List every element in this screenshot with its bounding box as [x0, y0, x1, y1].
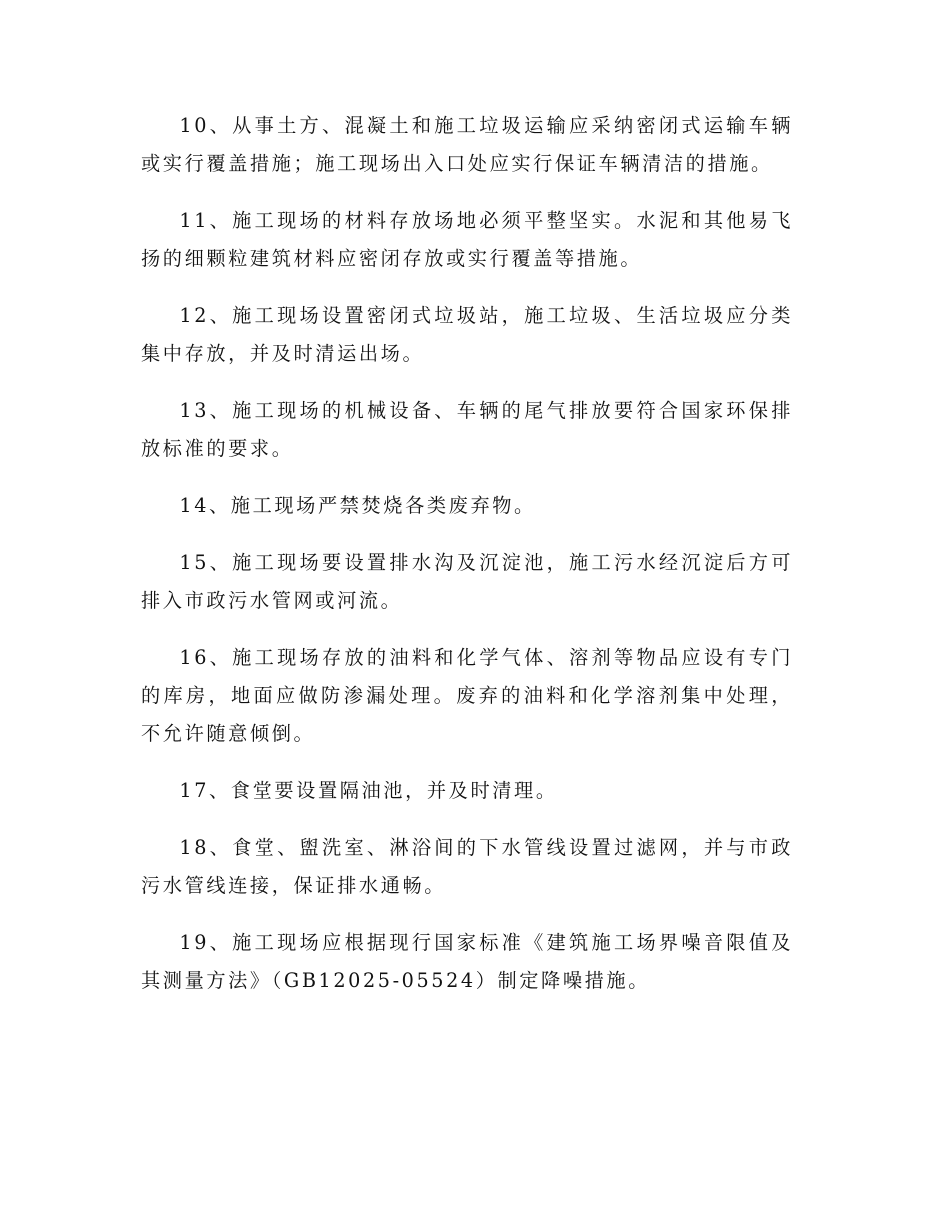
paragraph-17: 17、食堂要设置隔油池，并及时清理。: [179, 779, 558, 802]
paragraph-16: 16、施工现场存放的油料和化学气体、溶剂等物品应设有专门的库房，地面应做防渗漏处理。废弃的油料和化学溶剂集中处理，不允许随意倾倒。: [141, 646, 793, 745]
paragraph-15: 15、施工现场要设置排水沟及沉淀池，施工污水经沉淀后方可排入市政污水管网或河流。: [141, 551, 793, 612]
paragraph-13: 13、施工现场的机械设备、车辆的尾气排放要符合国家环保排放标准的要求。: [141, 399, 793, 460]
paragraph-18: 18、食堂、盥洗室、淋浴间的下水管线设置过滤网，并与市政污水管线连接，保证排水通畅。: [141, 836, 793, 897]
paragraph-12: 12、施工现场设置密闭式垃圾站，施工垃圾、生活垃圾应分类集中存放，并及时清运出场。: [141, 304, 793, 365]
paragraph-11: 11、施工现场的材料存放场地必须平整坚实。水泥和其他易飞扬的细颗粒建筑材料应密闭存放或实行覆盖等措施。: [141, 209, 793, 270]
paragraph-10: 10、从事土方、混凝土和施工垃圾运输应采纳密闭式运输车辆或实行覆盖措施；施工现场出入口处应实行保证车辆清洁的措施。: [141, 114, 793, 175]
paragraph-14: 14、施工现场严禁焚烧各类废弃物。: [179, 494, 536, 517]
paragraph-19: 19、施工现场应根据现行国家标准《建筑施工场界噪音限值及其测量方法》（GB12025-05524）制定降噪措施。: [141, 931, 793, 992]
document-body: [141, 107, 793, 1019]
